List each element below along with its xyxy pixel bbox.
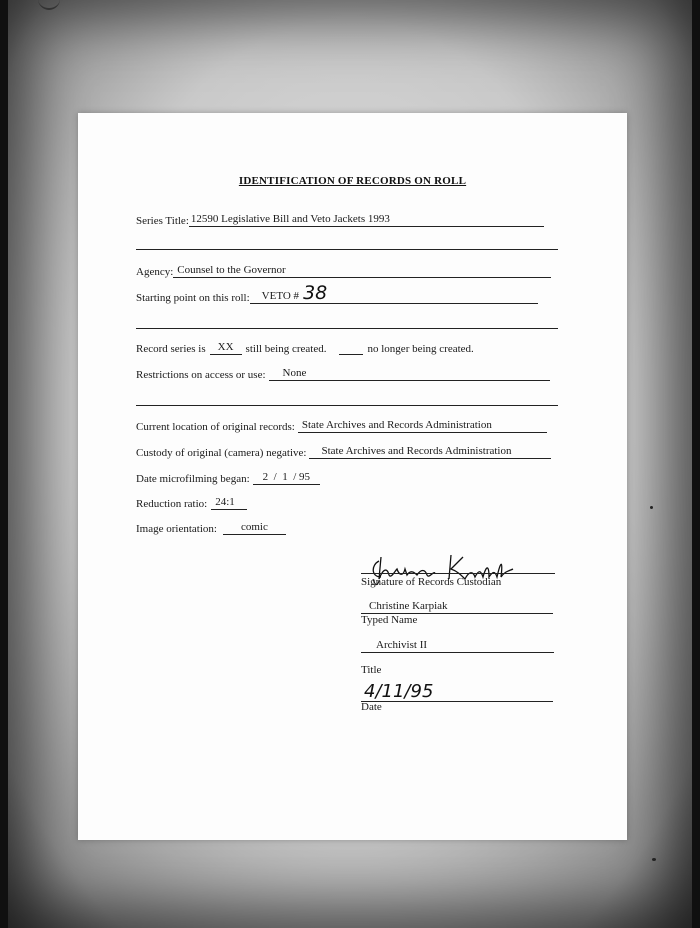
date-label: Date (361, 701, 382, 713)
typed-name-label: Typed Name (361, 614, 418, 626)
date-began-label: Date microfilming began: (136, 473, 250, 485)
form-title: IDENTIFICATION OF RECORDS ON ROLL (238, 175, 467, 187)
agency-label: Agency: (136, 266, 174, 278)
reduction-ratio-label: Reduction ratio: (136, 498, 208, 510)
restrictions-label: Restrictions on access or use: (136, 369, 266, 381)
current-location-label: Current location of original records: (136, 421, 295, 433)
reduction-ratio-row (136, 496, 247, 510)
starting-point-value: VETO # (261, 290, 300, 302)
custody-value: State Archives and Records Administration (309, 445, 551, 459)
starting-point-continuation-line (136, 328, 558, 329)
date-began-value: 2 / 1 / 95 (253, 471, 320, 485)
starting-point-row (136, 282, 538, 304)
starting-point-label: Starting point on this roll: (136, 292, 250, 304)
starting-point-number: 38 (303, 282, 328, 304)
series-title-label: Series Title: (136, 215, 189, 227)
records-form-page (78, 113, 627, 840)
series-title-value: 12590 Legislative Bill and Veto Jackets 1993 (189, 213, 544, 227)
custody-label: Custody of original (camera) negative: (136, 447, 307, 459)
restrictions-row (136, 367, 550, 381)
no-longer-being-created-label: no longer being created. (367, 343, 474, 355)
current-location-value: State Archives and Records Administration (298, 419, 547, 433)
film-speck (650, 506, 653, 509)
restrictions-continuation-line (136, 405, 558, 406)
typed-name-value: Christine Karpiak (369, 600, 448, 612)
title-value: Archivist II (376, 639, 428, 651)
no-longer-mark (339, 341, 363, 355)
date-line (361, 701, 553, 702)
film-speck (652, 858, 656, 861)
starting-point-field (250, 282, 538, 304)
current-location-row (136, 419, 547, 433)
image-orientation-row (136, 521, 286, 535)
signature-label: Signature of Records Custodian (361, 576, 502, 588)
series-title-continuation-line (136, 249, 558, 250)
custody-row (136, 445, 551, 459)
series-title-row (136, 213, 544, 227)
still-being-created-label: still being created. (245, 343, 327, 355)
signed-date-value: 4/11/95 (364, 681, 434, 702)
title-line (361, 652, 554, 653)
film-corner-mark (38, 0, 60, 10)
restrictions-value: None (269, 367, 550, 381)
record-series-row (136, 341, 474, 355)
title-label: Title (361, 664, 382, 676)
image-orientation-label: Image orientation: (136, 523, 217, 535)
record-series-label: Record series is (136, 343, 206, 355)
agency-value: Counsel to the Governor (173, 264, 551, 278)
image-orientation-value: comic (223, 521, 286, 535)
agency-row (136, 264, 551, 278)
date-began-row (136, 471, 320, 485)
record-series-mark: XX (210, 341, 242, 355)
signature-line (361, 573, 555, 574)
reduction-ratio-value: 24:1 (211, 496, 247, 510)
